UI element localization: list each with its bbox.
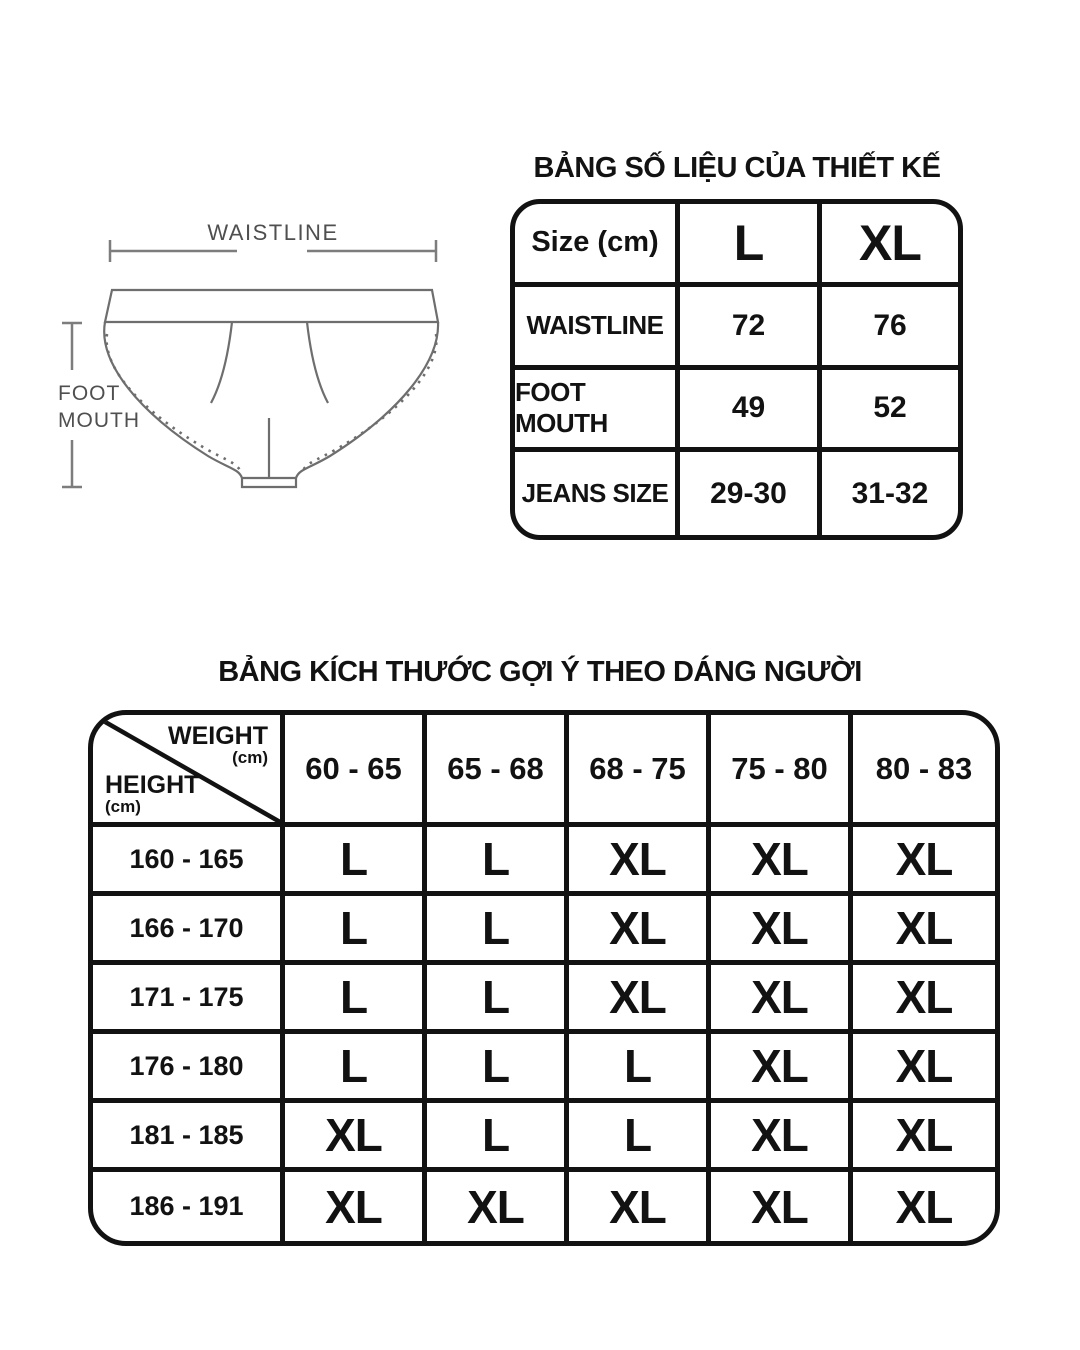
size-value-cell: L [427, 1103, 569, 1172]
foot-label: FOOT [58, 382, 121, 405]
design-table-title: BẢNG SỐ LIỆU CỦA THIẾT KẾ [533, 152, 941, 184]
measure-value: 49 [680, 370, 822, 453]
height-axis-word: HEIGHT [105, 770, 200, 799]
briefs-measurement-diagram [40, 200, 480, 500]
size-value-cell: XL [285, 1103, 427, 1172]
size-value-cell: L [427, 1034, 569, 1103]
size-column-header-xl: XL [822, 204, 958, 287]
height-range-label: 166 - 170 [93, 896, 285, 965]
size-value-cell: XL [285, 1172, 427, 1241]
size-value-cell: L [285, 1034, 427, 1103]
size-column-header-l: L [680, 204, 822, 287]
measure-row-label: FOOT MOUTH [515, 370, 680, 453]
size-value-cell: L [427, 827, 569, 896]
foot-mouth-measure-line [62, 323, 82, 487]
size-value-cell: L [427, 896, 569, 965]
measure-value: 76 [822, 287, 958, 370]
size-value-cell: XL [569, 965, 711, 1034]
height-axis-unit: (cm) [105, 797, 141, 817]
measure-value: 72 [680, 287, 822, 370]
waistline-label: WAISTLINE [207, 220, 339, 245]
weight-range-header: 68 - 75 [569, 715, 711, 827]
weight-range-header: 80 - 83 [853, 715, 995, 827]
size-value-cell: L [285, 965, 427, 1034]
measure-value: 29-30 [680, 452, 822, 535]
design-table [510, 199, 963, 540]
size-value-cell: L [427, 965, 569, 1034]
size-value-cell: XL [853, 1103, 995, 1172]
diagonal-corner-cell [93, 715, 285, 827]
mouth-label: MOUTH [58, 409, 140, 432]
weight-range-header: 75 - 80 [711, 715, 853, 827]
measure-row-label: WAISTLINE [515, 287, 680, 370]
size-value-cell: XL [711, 1034, 853, 1103]
size-value-cell: XL [711, 896, 853, 965]
height-range-label: 186 - 191 [93, 1172, 285, 1241]
weight-axis-label [168, 723, 268, 767]
size-value-cell: XL [895, 1180, 953, 1233]
size-value-cell: L [285, 896, 427, 965]
size-value-cell: L [569, 1034, 711, 1103]
weight-axis-unit: (cm) [232, 748, 268, 768]
suggestion-table-title: BẢNG KÍCH THƯỚC GỢI Ý THEO DÁNG NGƯỜI [218, 656, 862, 688]
size-value-cell: XL [853, 827, 995, 896]
weight-range-header: 60 - 65 [285, 715, 427, 827]
measure-value: 52 [822, 370, 958, 453]
size-value-cell: XL [853, 965, 995, 1034]
height-range-label: 171 - 175 [93, 965, 285, 1034]
height-range-label: 181 - 185 [93, 1103, 285, 1172]
size-value-cell: XL [569, 896, 711, 965]
size-value-cell: XL [711, 1172, 853, 1241]
height-range-label: 176 - 180 [93, 1034, 285, 1103]
size-value-cell: XL [711, 965, 853, 1034]
size-value-cell: XL [853, 1034, 995, 1103]
size-value-cell: XL [569, 827, 711, 896]
weight-axis-word: WEIGHT [168, 722, 268, 750]
size-value-cell: XL [853, 896, 995, 965]
height-axis-label [105, 772, 199, 816]
size-value-cell: L [569, 1103, 711, 1172]
size-value-cell: XL [711, 827, 853, 896]
size-value-cell: XL [711, 1103, 853, 1172]
measure-value: 31-32 [851, 476, 929, 510]
design-table-header-label: Size (cm) [515, 204, 680, 287]
size-value-cell: XL [427, 1172, 569, 1241]
size-value-cell: XL [569, 1172, 711, 1241]
briefs-outline [104, 290, 438, 487]
size-value-cell: L [285, 827, 427, 896]
height-range-label: 160 - 165 [93, 827, 285, 896]
suggestion-table [88, 710, 1000, 1246]
weight-range-header: 65 - 68 [427, 715, 569, 827]
measure-row-label: JEANS SIZE [515, 452, 680, 535]
